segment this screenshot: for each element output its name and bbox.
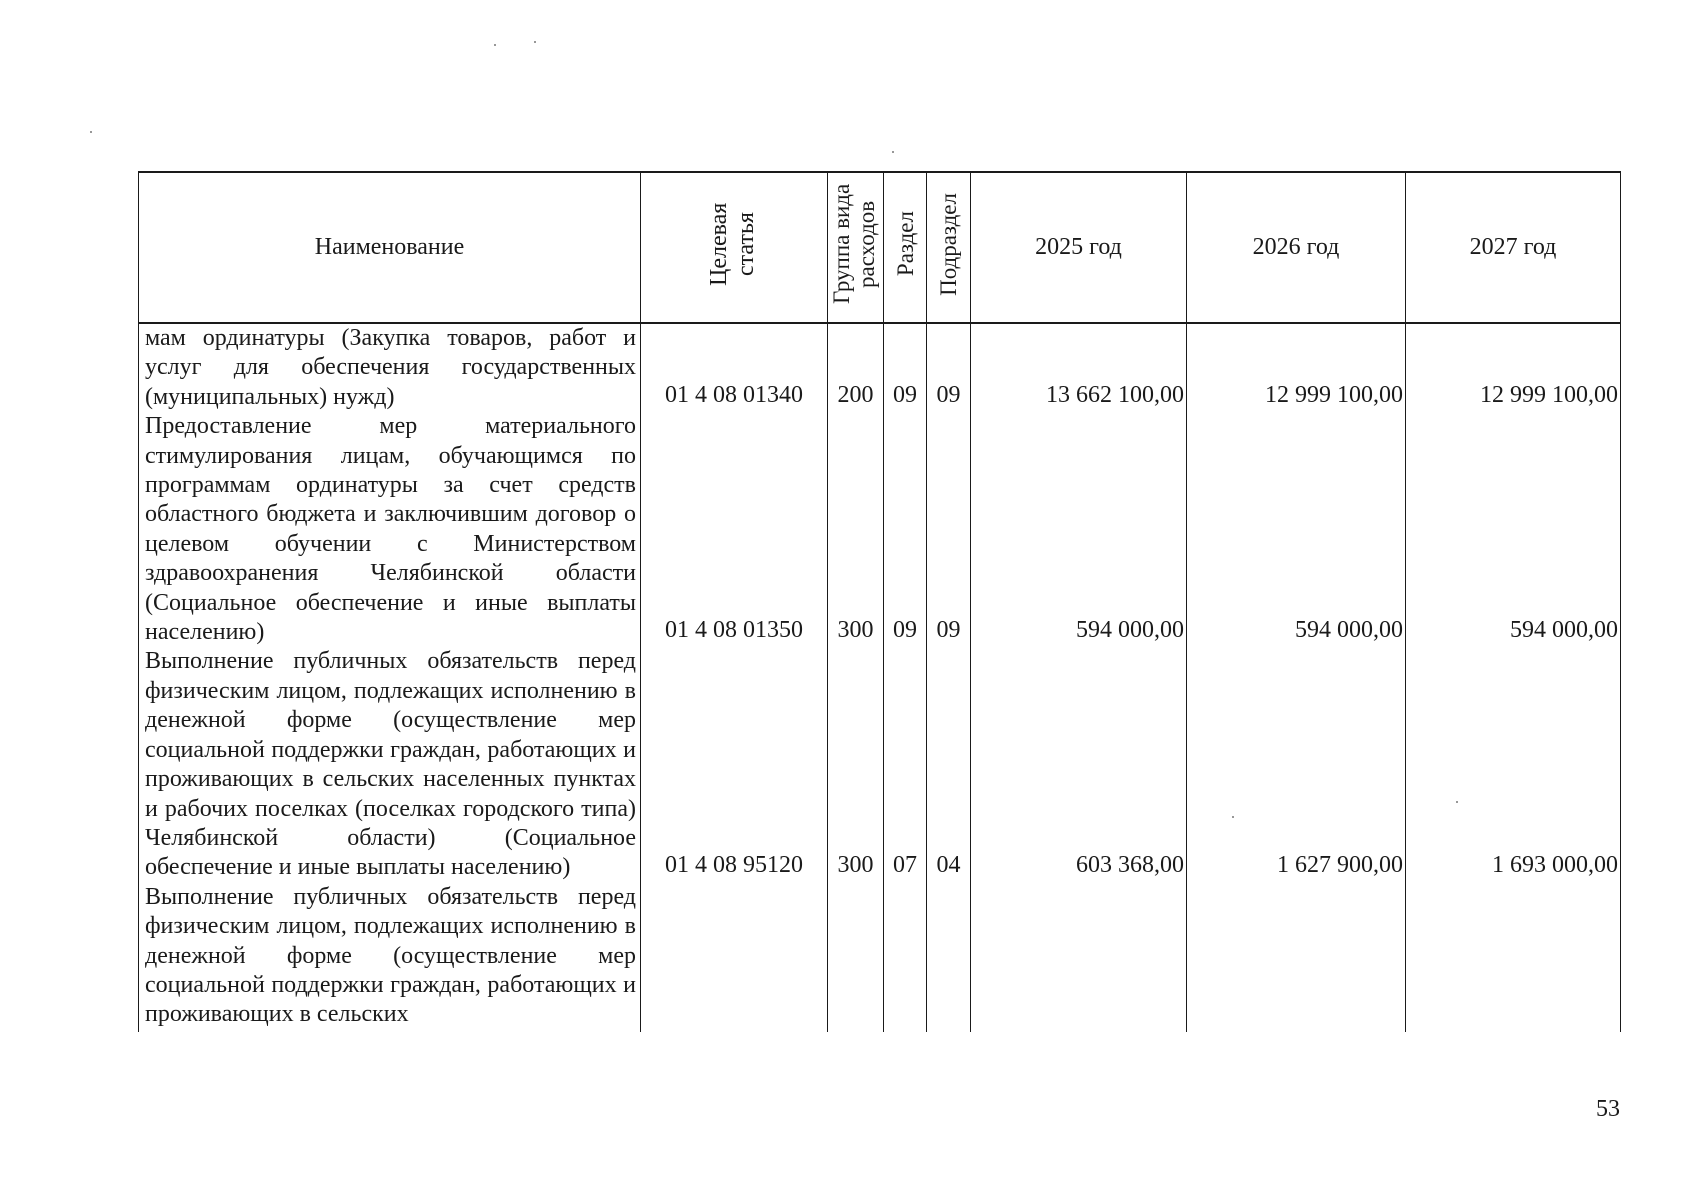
row-subsection: [927, 883, 971, 1032]
row-expense-group: 300: [828, 647, 884, 882]
header-section: [884, 172, 927, 323]
row-amount-2026: 1 627 900,00: [1187, 647, 1406, 882]
row-target-article: 01 4 08 01350: [641, 412, 828, 647]
scan-speck: [494, 44, 496, 46]
table-row: [139, 647, 1621, 882]
row-target-article: [641, 883, 828, 1032]
page-number: 53: [1596, 1096, 1620, 1122]
row-name: Выполнение публичных обязательств перед физическим лицом, подлежащих исполнению в денежной форме (осуществление мер социальной поддержки граждан, работающих и проживающих в сельских населенных пунктах и рабочих поселках (поселках городского типа) Челябинской области) (Социальное обеспечение и иные выплаты населению): [139, 647, 641, 882]
row-target-article: 01 4 08 01340: [641, 323, 828, 412]
row-name: мам ординатуры (Закупка товаров, работ и услуг для обеспечения государственных (муниципальных) нужд): [139, 323, 641, 412]
row-name: Выполнение публичных обязательств перед физическим лицом, подлежащих исполнению в денежной форме (осуществление мер социальной поддержки граждан, работающих и проживающих в сельских: [139, 883, 641, 1032]
scan-speck: [534, 41, 536, 43]
header-subsection-label: Подраздел: [936, 192, 961, 296]
header-year-2025: [971, 172, 1187, 323]
table-row: [139, 323, 1621, 412]
row-expense-group: 300: [828, 412, 884, 647]
row-amount-2027: 1 693 000,00: [1406, 647, 1621, 882]
row-amount-2026: 12 999 100,00: [1187, 323, 1406, 412]
row-section: 09: [884, 323, 927, 412]
row-expense-group: 200: [828, 323, 884, 412]
header-year-2027-label: 2027 год: [1469, 234, 1557, 260]
table-row: [139, 412, 1621, 647]
row-amount-2026: [1187, 883, 1406, 1032]
table-header-row: [139, 172, 1621, 323]
header-year-2026-label: 2026 год: [1252, 234, 1340, 260]
header-target-article: [641, 172, 828, 323]
header-name-label: Наименование: [314, 234, 465, 260]
row-amount-2027: 594 000,00: [1406, 412, 1621, 647]
header-section-label: Раздел: [892, 211, 918, 277]
row-subsection: 09: [927, 412, 971, 647]
row-amount-2027: 12 999 100,00: [1406, 323, 1621, 412]
row-amount-2025: 594 000,00: [971, 412, 1187, 647]
row-expense-group: [828, 883, 884, 1032]
header-year-2027: [1406, 172, 1621, 323]
row-target-article: 01 4 08 95120: [641, 647, 828, 882]
scan-speck: [90, 131, 92, 133]
row-amount-2025: 13 662 100,00: [971, 323, 1187, 412]
row-amount-2027: [1406, 883, 1621, 1032]
row-amount-2025: 603 368,00: [971, 647, 1187, 882]
header-expense-group: [828, 172, 884, 323]
row-amount-2025: [971, 883, 1187, 1032]
row-subsection: 04: [927, 647, 971, 882]
row-subsection: 09: [927, 323, 971, 412]
row-section: 09: [884, 412, 927, 647]
header-name: [139, 172, 641, 323]
row-section: [884, 883, 927, 1032]
row-section: 07: [884, 647, 927, 882]
header-year-2026: [1187, 172, 1406, 323]
header-year-2025-label: 2025 год: [1035, 234, 1122, 260]
table-row: [139, 883, 1621, 1032]
row-amount-2026: 594 000,00: [1187, 412, 1406, 647]
budget-table: [138, 171, 1621, 1032]
header-expense-group-label: Группа вида расходов: [828, 183, 879, 305]
header-subsection: [927, 172, 971, 323]
row-name: Предоставление мер материального стимулирования лицам, обучающимся по программам ординатуры за счет средств областного бюджета и заключившим договор о целевом обучении с Министерством здравоохранения Челябинской области (Социальное обеспечение и иные выплаты населению): [139, 412, 641, 647]
header-target-article-label: Целевая статья: [706, 202, 759, 286]
scan-speck: [892, 151, 894, 153]
